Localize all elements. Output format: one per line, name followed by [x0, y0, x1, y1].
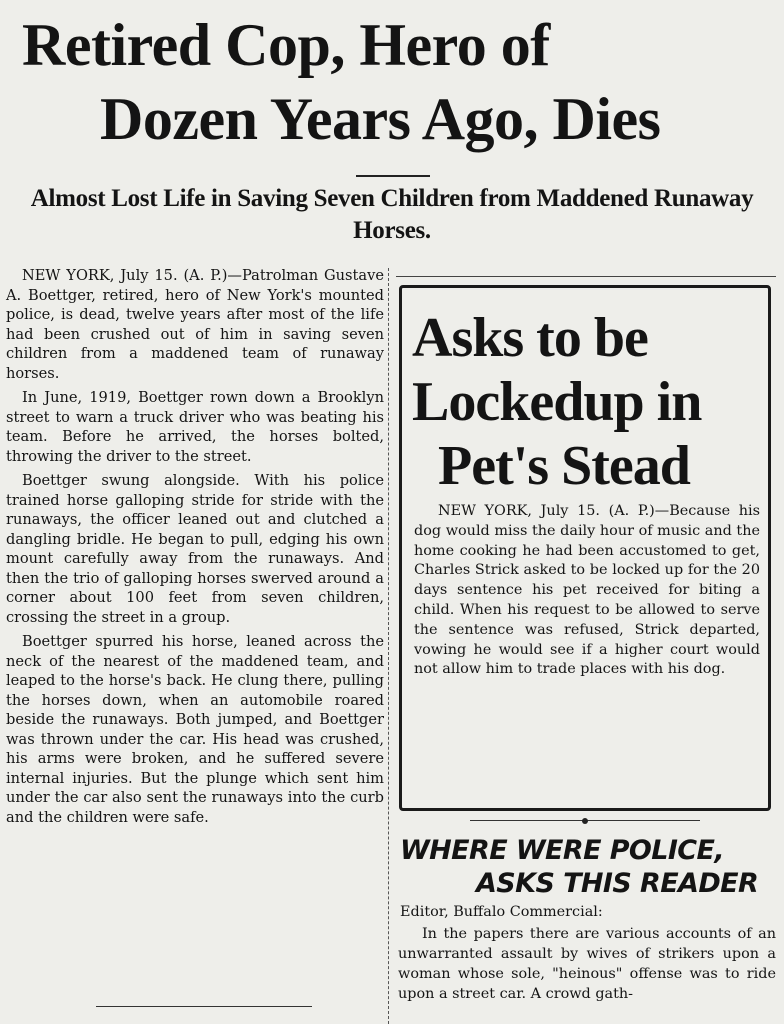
boxed-story	[399, 285, 771, 811]
main-headline-line-1: Retired Cop, Hero of	[22, 12, 550, 78]
sub-headline: Almost Lost Life in Saving Seven Children from Maddened Runaway Horses.	[30, 185, 754, 244]
article-end-rule	[96, 1006, 312, 1007]
article-paragraph: Boettger swung alongside. With his police trained horse galloping stride for stride with the runaways, the officer leaned out and clutched a dangling bridle. He began to pull, edging his own mount carefully away from the runaways. And then the trio of galloping horses swerved around a corner about 100 feet from seven children, crossing the street in a group.	[6, 472, 384, 626]
main-headline	[0, 8, 784, 156]
article-paragraph: NEW YORK, July 15. (A. P.)—Patrolman Gustave A. Boettger, retired, hero of New York's mounted police, is dead, twelve years after most of the life had been crushed out of him in saving seven children from a maddened team of runaway horses.	[6, 267, 384, 382]
boxed-headline-line-3: Pet's Stead	[438, 435, 690, 497]
column-top-rule	[396, 276, 776, 277]
letter-headline-line-1: WHERE WERE POLICE,	[400, 835, 725, 866]
headline-divider	[356, 175, 430, 177]
letter-addressee: Editor, Buffalo Commercial:	[400, 904, 603, 920]
letter-headline	[400, 834, 780, 900]
article-paragraph: Boettger spurred his horse, leaned across the neck of the nearest of the maddened team, and leaped to the horse's back. He clung there, pulling the horses down, when an automobile roared beside the runaways. Both jumped, and Boettger was thrown under the car. His head was crushed, his arms were broken, and he suffered severe internal injuries. But the plunge which sent him under the car also sent the runaways into the curb and the children were safe.	[6, 633, 384, 826]
letter-headline-line-2: ASKS THIS READER	[476, 868, 759, 899]
article-body	[6, 266, 384, 827]
boxed-story-ornament	[582, 818, 588, 824]
main-headline-line-2: Dozen Years Ago, Dies	[100, 86, 661, 152]
boxed-headline-line-2: Lockedup in	[412, 371, 702, 433]
boxed-story-headline	[402, 288, 768, 498]
letter-text: In the papers there are various accounts of an unwarranted assault by wives of strikers upon a woman whose sole, "heinous" offense was to ride upon a street car. A crowd gath-	[398, 926, 776, 1002]
article-paragraph: In June, 1919, Boettger rown down a Brooklyn street to warn a truck driver who was beating his team. Before he arrived, the horses bolted, throwing the driver to the street.	[6, 389, 384, 465]
boxed-story-text: NEW YORK, July 15. (A. P.)—Because his dog would miss the daily hour of music and the home cooking he had been accustomed to get, Charles Strick asked to be locked up for the 20 days sentence his pet received for biting a child. When his request to be allowed to serve the sentence was refused, Strick departed, vowing he would see if a higher court would not allow him to trade places with his dog.	[414, 503, 760, 678]
column-divider	[388, 268, 389, 1024]
boxed-headline-line-1: Asks to be	[412, 307, 648, 369]
